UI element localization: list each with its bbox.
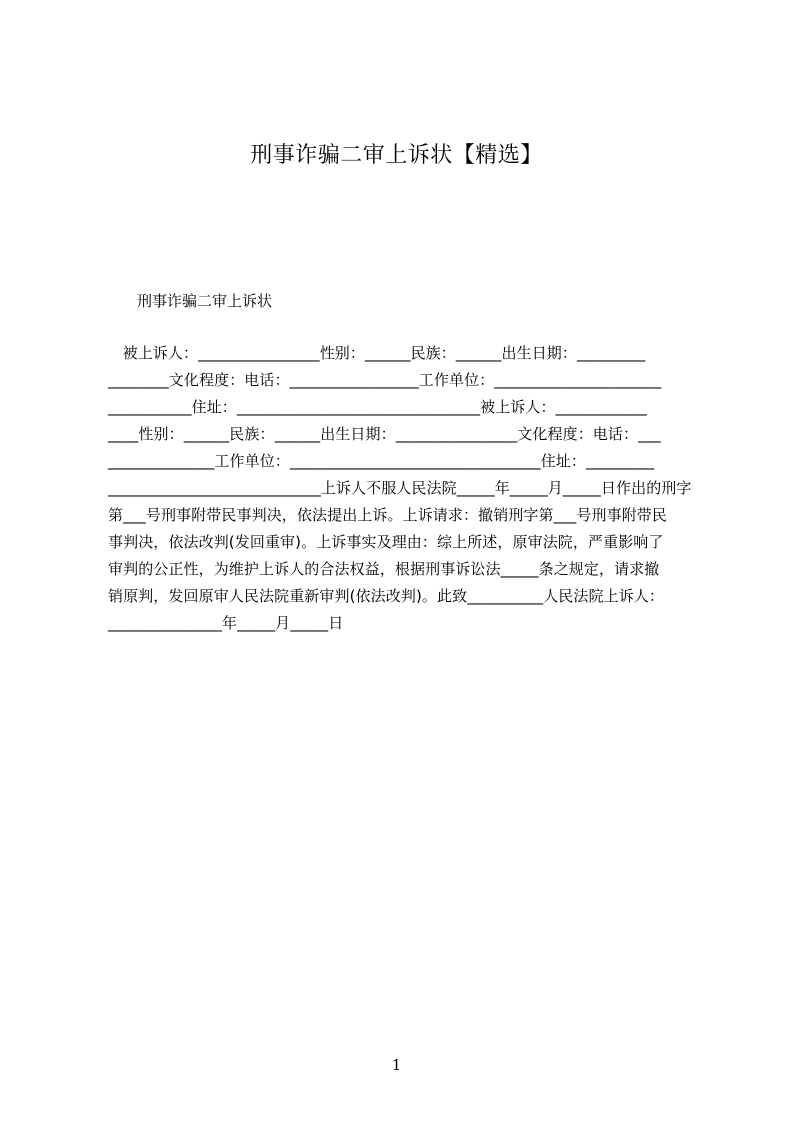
- body-line: 事判决，依法改判(发回重审)。上诉事实及理由：综上所述，原审法院，严重影响了: [108, 533, 664, 551]
- body-line: 销原判，发回原审人民法院重新审判(依法改判)。此致__________人民法院上诉人：: [108, 587, 665, 605]
- body-line: _______________年_____月_____日: [108, 614, 344, 632]
- body-line: ____________________________上诉人不服人民法院_____年_____月_____日作出的刑字: [108, 479, 692, 497]
- document-subtitle: 刑事诈骗二审上诉状: [137, 292, 273, 310]
- page-title: 刑事诈骗二审上诉状【精选】: [250, 143, 543, 168]
- body-line: ____性别：______民族：______出生日期：________________文化程度：电话：___: [108, 425, 661, 443]
- body-line: ________文化程度：电话：_________________工作单位：______________________: [108, 371, 662, 389]
- body-line: 审判的公正性，为维护上诉人的合法权益，根据刑事诉讼法_____条之规定，请求撤: [108, 560, 660, 578]
- page-number: 1: [391, 1056, 402, 1074]
- body-line: ___________住址：________________________________被上诉人：____________: [108, 398, 647, 416]
- body-line: ______________工作单位：_________________________________住址：_________: [108, 452, 655, 470]
- body-line: 第___号刑事附带民事判决，依法提出上诉。上诉请求：撤销刑字第___号刑事附带民: [108, 506, 668, 524]
- body-line: 被上诉人：________________性别：______民族：______出生日期：_________: [108, 344, 646, 362]
